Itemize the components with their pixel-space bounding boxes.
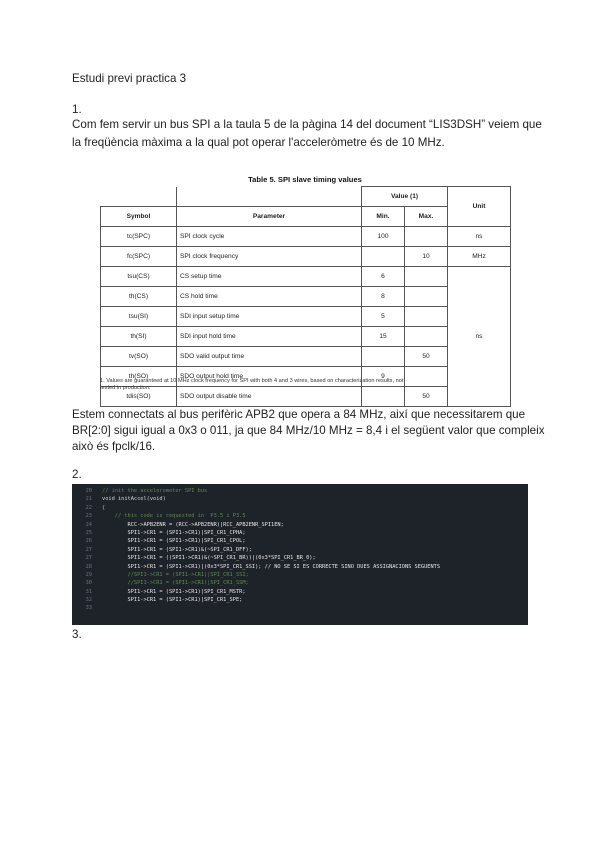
cell-max: [405, 267, 448, 287]
header-min: Min.: [362, 207, 405, 227]
cell-parameter: SPI clock frequency: [177, 247, 362, 267]
code-line: [72, 571, 528, 579]
code-line: [72, 521, 528, 529]
cell-max: 50: [405, 387, 448, 407]
line-number: 29: [85, 571, 92, 578]
cell-symbol: tdis(SO): [101, 387, 177, 407]
cell-parameter: SDI input hold time: [177, 327, 362, 347]
cell-symbol: th(CS): [101, 287, 177, 307]
cell-max: 50: [405, 347, 448, 367]
line-number: 33: [85, 605, 92, 612]
code-line: [72, 537, 528, 545]
code-text: SPI1->CR1 = ((SPI1->CR1)&(~SPI_CR1_BR))|(0x3*SPI_CR1_BR_0);: [102, 555, 316, 562]
table-footnote: [100, 378, 512, 392]
code-line: [72, 579, 528, 587]
cell-min: 100: [362, 227, 405, 247]
code-line: [72, 596, 528, 604]
line-number: 32: [85, 597, 92, 604]
line-number: 23: [85, 513, 92, 520]
code-text: SPI1->CR1 = (SPI1->CR1)|SPI_CR1_CPHA;: [102, 529, 246, 536]
code-text: // this code is requested in P3.5 i P3.5: [102, 513, 246, 520]
code-line: [72, 563, 528, 571]
code-line: [72, 504, 528, 512]
cell-max: [405, 327, 448, 347]
code-text: //SPI1->CR1 = (SPI1->CR1)|SPI_CR1_SSI;: [102, 571, 249, 578]
cell-min: [362, 347, 405, 367]
line-number: 31: [85, 588, 92, 595]
cell-symbol: tv(SO): [101, 347, 177, 367]
cell-parameter: CS setup time: [177, 267, 362, 287]
question-1-text-line-1: Com fem servir un bus SPI a la taula 5 de la pàgina 14 del document “LIS3DSH” veiem que: [72, 118, 542, 131]
cell-min: 5: [362, 307, 405, 327]
code-text: {: [102, 504, 106, 511]
line-number: 28: [85, 563, 92, 570]
code-text: void initAccel(void): [102, 496, 166, 503]
spi-timing-table: [100, 186, 511, 407]
cell-max: [405, 307, 448, 327]
code-line: [72, 487, 528, 495]
code-screenshot: [72, 484, 528, 625]
code-text: RCC->APB2ENR = (RCC->APB2ENR)|RCC_APB2ENR_SPI1EN;: [102, 521, 284, 528]
header-parameter: Parameter: [177, 207, 362, 227]
code-line: [72, 554, 528, 562]
table-title: Table 5. SPI slave timing values: [248, 175, 362, 184]
question-1-number: 1.: [72, 103, 82, 116]
cell-max: 10: [405, 247, 448, 267]
code-text: SPI1->CR1 = (SPI1->CR1)|SPI_CR1_SPE;: [102, 597, 243, 604]
cell-symbol: th(SI): [101, 327, 177, 347]
cell-min: 15: [362, 327, 405, 347]
line-number: 30: [85, 580, 92, 587]
code-line: [72, 512, 528, 520]
line-number: 24: [85, 521, 92, 528]
document-title: Estudi previ practica 3: [72, 72, 187, 85]
line-number: 27: [85, 546, 92, 553]
cell-min: 8: [362, 287, 405, 307]
paragraph-2-line-2: BR[2:0] sigui igual a 0x3 o 011, ja que 84 MHz/10 MHz = 8,4 i el següent valor que compleix: [72, 424, 545, 437]
cell-parameter: SPI clock cycle: [177, 227, 362, 247]
code-line: [72, 495, 528, 503]
cell-parameter: CS hold time: [177, 287, 362, 307]
footnote-line-2: tested in production.: [100, 385, 151, 391]
cell-symbol: tc(SPC): [101, 227, 177, 247]
cell-unit: ns: [448, 227, 511, 247]
header-unit: Unit: [448, 187, 511, 227]
cell-parameter: SDO output hold time: [177, 367, 362, 387]
header-value: Value (1): [362, 187, 448, 207]
code-line: [72, 604, 528, 612]
cell-min: 9: [362, 367, 405, 387]
paragraph-2-line-3: això és fpclk/16.: [72, 440, 156, 453]
code-line: [72, 529, 528, 537]
cell-parameter: SDO valid output time: [177, 347, 362, 367]
spi-timing-table-figure: [100, 175, 510, 407]
cell-unit: MHz: [448, 247, 511, 267]
line-number: 22: [85, 504, 92, 511]
cell-symbol: fc(SPC): [101, 247, 177, 267]
header-symbol: Symbol: [101, 207, 177, 227]
cell-unit-merged: ns: [448, 267, 511, 407]
question-1-text-line-2: la freqüència màxima a la qual pot operar l'acceleròmetre és de 10 MHz.: [72, 136, 445, 149]
question-3-number: 3.: [72, 628, 82, 641]
cell-min: 6: [362, 267, 405, 287]
line-number: 21: [85, 496, 92, 503]
cell-parameter: SDI input setup time: [177, 307, 362, 327]
code-text: SPI1->CR1 = (SPI1->CR1)&(~SPI_CR1_DFF);: [102, 546, 252, 553]
line-number: 20: [85, 488, 92, 494]
header-max: Max.: [405, 207, 448, 227]
code-line: [72, 588, 528, 596]
paragraph-2-line-1: Estem connectats al bus perifèric APB2 que opera a 84 MHz, així que necessitarem que: [72, 408, 526, 421]
line-number: 25: [85, 529, 92, 536]
table-row: [101, 247, 511, 267]
footnote-line-1: 1. Values are guaranteed at 10 MHz clock frequency for SPI with both 4 and 3 wires, based on characterization results, not: [100, 378, 404, 384]
line-number: 26: [85, 538, 92, 545]
code-text: // init the accelerometer SPI bus: [102, 488, 208, 494]
code-line: [72, 546, 528, 554]
code-text: //SPI1->CR1 = (SPI1->CR1)|SPI_CR1_SSM;: [102, 580, 249, 587]
code-text: SPI1->CR1 = (SPI1->CR1)|SPI_CR1_CPOL;: [102, 538, 246, 545]
cell-parameter: SDO output disable time: [177, 387, 362, 407]
cell-symbol: tsu(SI): [101, 307, 177, 327]
table-row: [101, 227, 511, 247]
question-2-number: 2.: [72, 468, 82, 481]
table-row: [101, 267, 511, 287]
code-text: SPI1->CR1 = (SPI1->CR1)|SPI_CR1_MSTR;: [102, 588, 246, 595]
cell-min: [362, 247, 405, 267]
cell-symbol: tsu(CS): [101, 267, 177, 287]
code-text: SPI1->CR1 = (SPI1->CR1)|(0x3*SPI_CR1_SSI); // NO SE SI ES CORRECTE SINO DUES ASSIGNACIONS SEGUENTS: [102, 563, 441, 570]
line-number: 27: [85, 555, 92, 562]
cell-max: [405, 227, 448, 247]
cell-symbol: th(SO): [101, 367, 177, 387]
cell-max: [405, 287, 448, 307]
